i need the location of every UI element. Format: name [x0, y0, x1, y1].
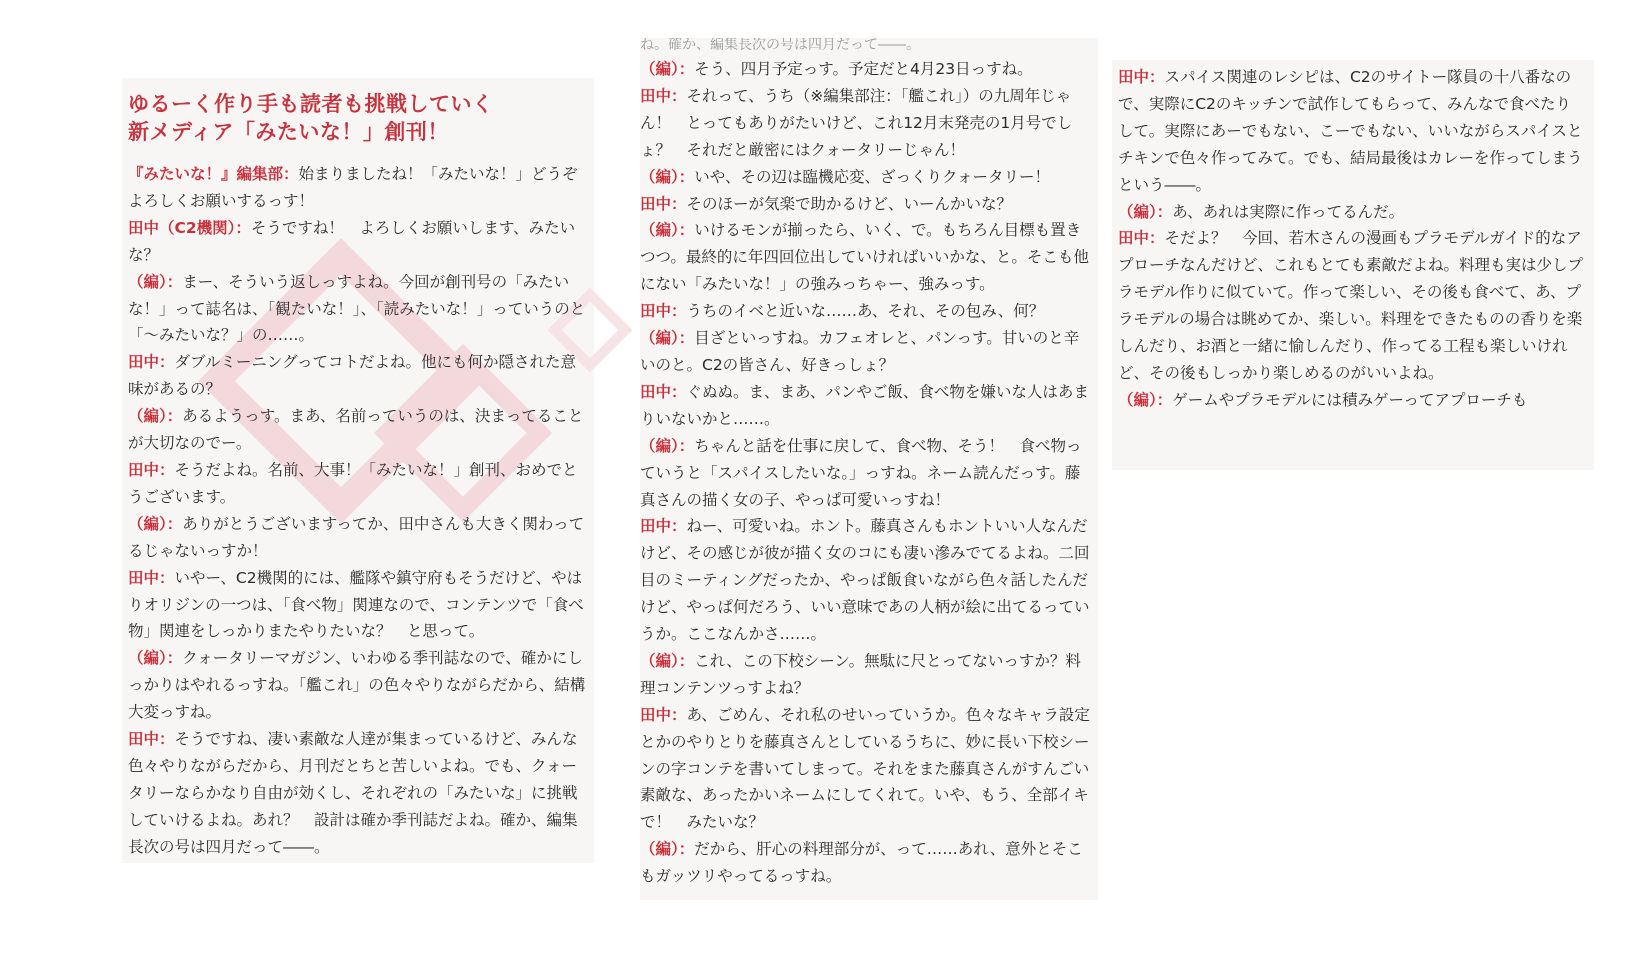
speaker-label: 田中： — [1118, 68, 1165, 86]
dialogue-text: 始まりましたね！「みたいな！」どうぞよろしくお願いするっす！ — [128, 165, 578, 210]
text-column-1 — [128, 161, 588, 861]
speaker-label: （編）： — [128, 272, 183, 291]
speaker-label: （編）： — [640, 60, 695, 78]
dialogue-text: そう、四月予定っす。予定だと4月23日っすね。 — [694, 60, 1033, 78]
dialogue-paragraph — [128, 161, 588, 215]
dialogue-paragraph — [640, 56, 1092, 83]
speaker-label: （編）： — [640, 221, 695, 240]
dialogue-text: そうですね！ よろしくお願いします、みたいな？ — [128, 218, 576, 264]
speaker-label: 田中： — [1118, 229, 1165, 248]
speaker-label: 田中： — [640, 194, 687, 213]
speaker-label: 田中： — [128, 568, 175, 587]
speaker-label: 田中： — [640, 86, 687, 105]
dialogue-text: ゲームやプラモデルには積みゲーってアプローチも — [1172, 390, 1528, 409]
dialogue-paragraph — [128, 726, 588, 861]
text-column-2 — [640, 56, 1092, 890]
dialogue-text: ダブルミーニングってコトだよね。他にも何か隠された意味があるの？ — [128, 353, 576, 399]
dialogue-text: だから、肝心の料理部分が、って……あれ、意外とそこもガッツリやってるっすね。 — [640, 840, 1083, 886]
dialogue-paragraph — [128, 215, 588, 269]
dialogue-text: それって、うち（※編集部注：「艦これ」）の九周年じゃん！ とってもありがたいけど、これ12月末発売の1月号でしょ？ それだと厳密にはクォータリーじゃん！ — [640, 86, 1073, 159]
dialogue-text: あ、あれは実際に作ってるんだ。 — [1172, 202, 1405, 221]
dialogue-paragraph — [640, 648, 1092, 702]
headline-line-1: ゆるーく作り手も読者も挑戦していく — [128, 92, 494, 116]
dialogue-text: ちゃんと話を仕事に戻して、食べ物、そう！ 食べ物っていうと「スパイスしたいな。」っすね。ネーム読んだっす。藤真さんの描く女の子、やっぱ可愛いっすね！ — [640, 436, 1082, 509]
dialogue-text: これ、この下校シーン。無駄に尺とってないっすか？料理コンテンツっすよね？ — [640, 651, 1081, 697]
dialogue-text: あるようっす。まあ、名前っていうのは、決まってることが大切なのでー。 — [128, 407, 584, 453]
speaker-label: （編）： — [640, 329, 695, 348]
speaker-label: 田中（C2機関）： — [128, 218, 251, 237]
dialogue-paragraph — [128, 349, 588, 403]
dialogue-paragraph — [640, 83, 1092, 164]
speaker-label: （編）： — [1118, 202, 1173, 221]
speaker-label: 『みたいな！』編集部： — [128, 165, 299, 183]
dialogue-text: いや、その辺は臨機応変、ざっくりクォータリー！ — [694, 167, 1050, 186]
dialogue-text: ねー、可愛いね。ホント。藤真さんもホントいい人なんだけど、その感じが彼が描く女のコにも凄い滲みでてるよね。二回目のミーティングだったか、やっぱ飯食いながら色々話したんだけど、やっぱ何だろう、いい意味であの人柄が絵に出てるっていうか。ここなんかさ……。 — [640, 517, 1090, 644]
dialogue-paragraph — [1118, 225, 1586, 386]
headline-line-2: 新メディア「みたいな！」創刊！ — [128, 120, 449, 144]
dialogue-text: クォータリーマガジン、いわゆる季刊誌なので、確かにしっかりはやれるっすね。「艦これ」の色々やりながらだから、結構大変っすね。 — [128, 649, 586, 722]
dialogue-paragraph — [640, 164, 1092, 191]
dialogue-paragraph — [640, 325, 1092, 379]
article-headline — [128, 90, 494, 146]
dialogue-paragraph — [128, 565, 588, 646]
dialogue-text: いけるモンが揃ったら、いく、で。もちろん目標も置きつつ。最終的に年四回位出していければいいかな、と。そこも他にない「みたいな！」の強みっちゃー、強みっす。 — [640, 221, 1089, 294]
dialogue-paragraph — [640, 298, 1092, 325]
dialogue-paragraph — [640, 702, 1092, 837]
speaker-label: （編）： — [640, 840, 695, 859]
dialogue-paragraph — [640, 191, 1092, 218]
speaker-label: （編）： — [640, 167, 695, 186]
truncated-top-line: ね。確か、編集長次の号は四月だって――。 — [640, 38, 920, 53]
dialogue-text: そのほーが気楽で助かるけど、いーんかいな？ — [686, 194, 1013, 213]
speaker-label: （編）： — [640, 651, 695, 670]
speaker-label: （編）： — [128, 514, 183, 533]
dialogue-paragraph — [640, 379, 1092, 433]
speaker-label: 田中： — [640, 705, 687, 724]
dialogue-text: ぐぬぬ。ま、まあ、パンやご飯、食べ物を嫌いな人はあまりいないかと……。 — [640, 382, 1089, 428]
dialogue-text: そうですね、凄い素敵な人達が集まっているけど、みんな色々やりながらだから、月刊だとちと苦しいよね。でも、クォータリーならかなり自由が効くし、それぞれの「みたいな」に挑戦していけるよね。あれ？ 設計は確か季刊誌だよね。確か、編集長次の号は四月だって――。 — [128, 730, 578, 856]
text-column-3 — [1118, 64, 1586, 414]
dialogue-text: スパイス関連のレシピは、C2のサイトー隊員の十八番なので、実際にC2のキッチンで試作してもらって、みんなで食べたりして。実際にあーでもない、こーでもない、いいながらスパイスとチキンで色々作ってみて。でも、結局最後はカレーを作ってしまうという――。 — [1118, 68, 1583, 194]
speaker-label: 田中： — [640, 382, 687, 401]
dialogue-text: ありがとうございますってか、田中さんも大きく関わってるじゃないっすか！ — [128, 514, 585, 560]
speaker-label: 田中： — [128, 460, 175, 479]
dialogue-paragraph — [128, 457, 588, 511]
dialogue-text: そだよ？ 今回、若木さんの漫画もプラモデルガイド的なアプローチなんだけど、これもとても素敵だよね。料理も実は少しプラモデル作りに似ていて。作って楽しい、その後も食べて、あ、プラモデルの場合は眺めてか、楽しい。料理をできたものの香りを楽しんだり、お酒と一緒に愉しんだり、作ってる工程も楽しいけれど、その後もしっかり楽しめるのがいいよね。 — [1118, 229, 1584, 382]
dialogue-paragraph — [1118, 64, 1586, 199]
speaker-label: （編）： — [640, 436, 695, 455]
dialogue-text: いやー、C2機関的には、艦隊や鎮守府もそうだけど、やはりオリジンの一つは、「食べ物」関連なので、コンテンツで「食べ物」関連をしっかりまたやりたいな？ と思って。 — [128, 568, 584, 641]
dialogue-text: 目ざといっすね。カフェオレと、パンっす。甘いのと辛いのと。C2の皆さん、好きっしょ？ — [640, 329, 1080, 374]
dialogue-text: まー、そういう返しっすよね。今回が創刊号の「みたいな！」って誌名は、「観たいな！」、「読みたいな！」っていうのと「～みたいな？」の……。 — [128, 272, 586, 345]
speaker-label: 田中： — [128, 730, 175, 749]
speaker-label: 田中： — [128, 353, 175, 372]
dialogue-paragraph — [640, 836, 1092, 890]
speaker-label: 田中： — [640, 302, 687, 321]
dialogue-text: そうだよね。名前、大事！「みたいな！」創刊、おめでとうございます。 — [128, 460, 578, 506]
dialogue-paragraph — [128, 645, 588, 726]
dialogue-paragraph — [1118, 387, 1586, 414]
dialogue-paragraph — [640, 433, 1092, 514]
dialogue-paragraph — [640, 513, 1092, 648]
dialogue-paragraph — [128, 269, 588, 350]
speaker-label: （編）： — [128, 407, 183, 426]
speaker-label: （編）： — [1118, 390, 1173, 409]
dialogue-paragraph — [128, 511, 588, 565]
dialogue-paragraph — [640, 217, 1092, 298]
speaker-label: 田中： — [640, 517, 687, 536]
dialogue-paragraph — [128, 403, 588, 457]
speaker-label: （編）： — [128, 649, 183, 668]
dialogue-paragraph — [1118, 199, 1586, 226]
dialogue-text: うちのイベと近いな……あ、それ、その包み、何？ — [686, 302, 1045, 321]
dialogue-text: あ、ごめん、それ私のせいっていうか。色々なキャラ設定とかのやりとりを藤真さんとしているうちに、妙に長い下校シーンの字コンテを書いてしまって。それをまた藤真さんがすんごい素敵な、あったかいネームにしてくれて。いや、もう、全部イキで！ みたいな？ — [640, 705, 1090, 832]
